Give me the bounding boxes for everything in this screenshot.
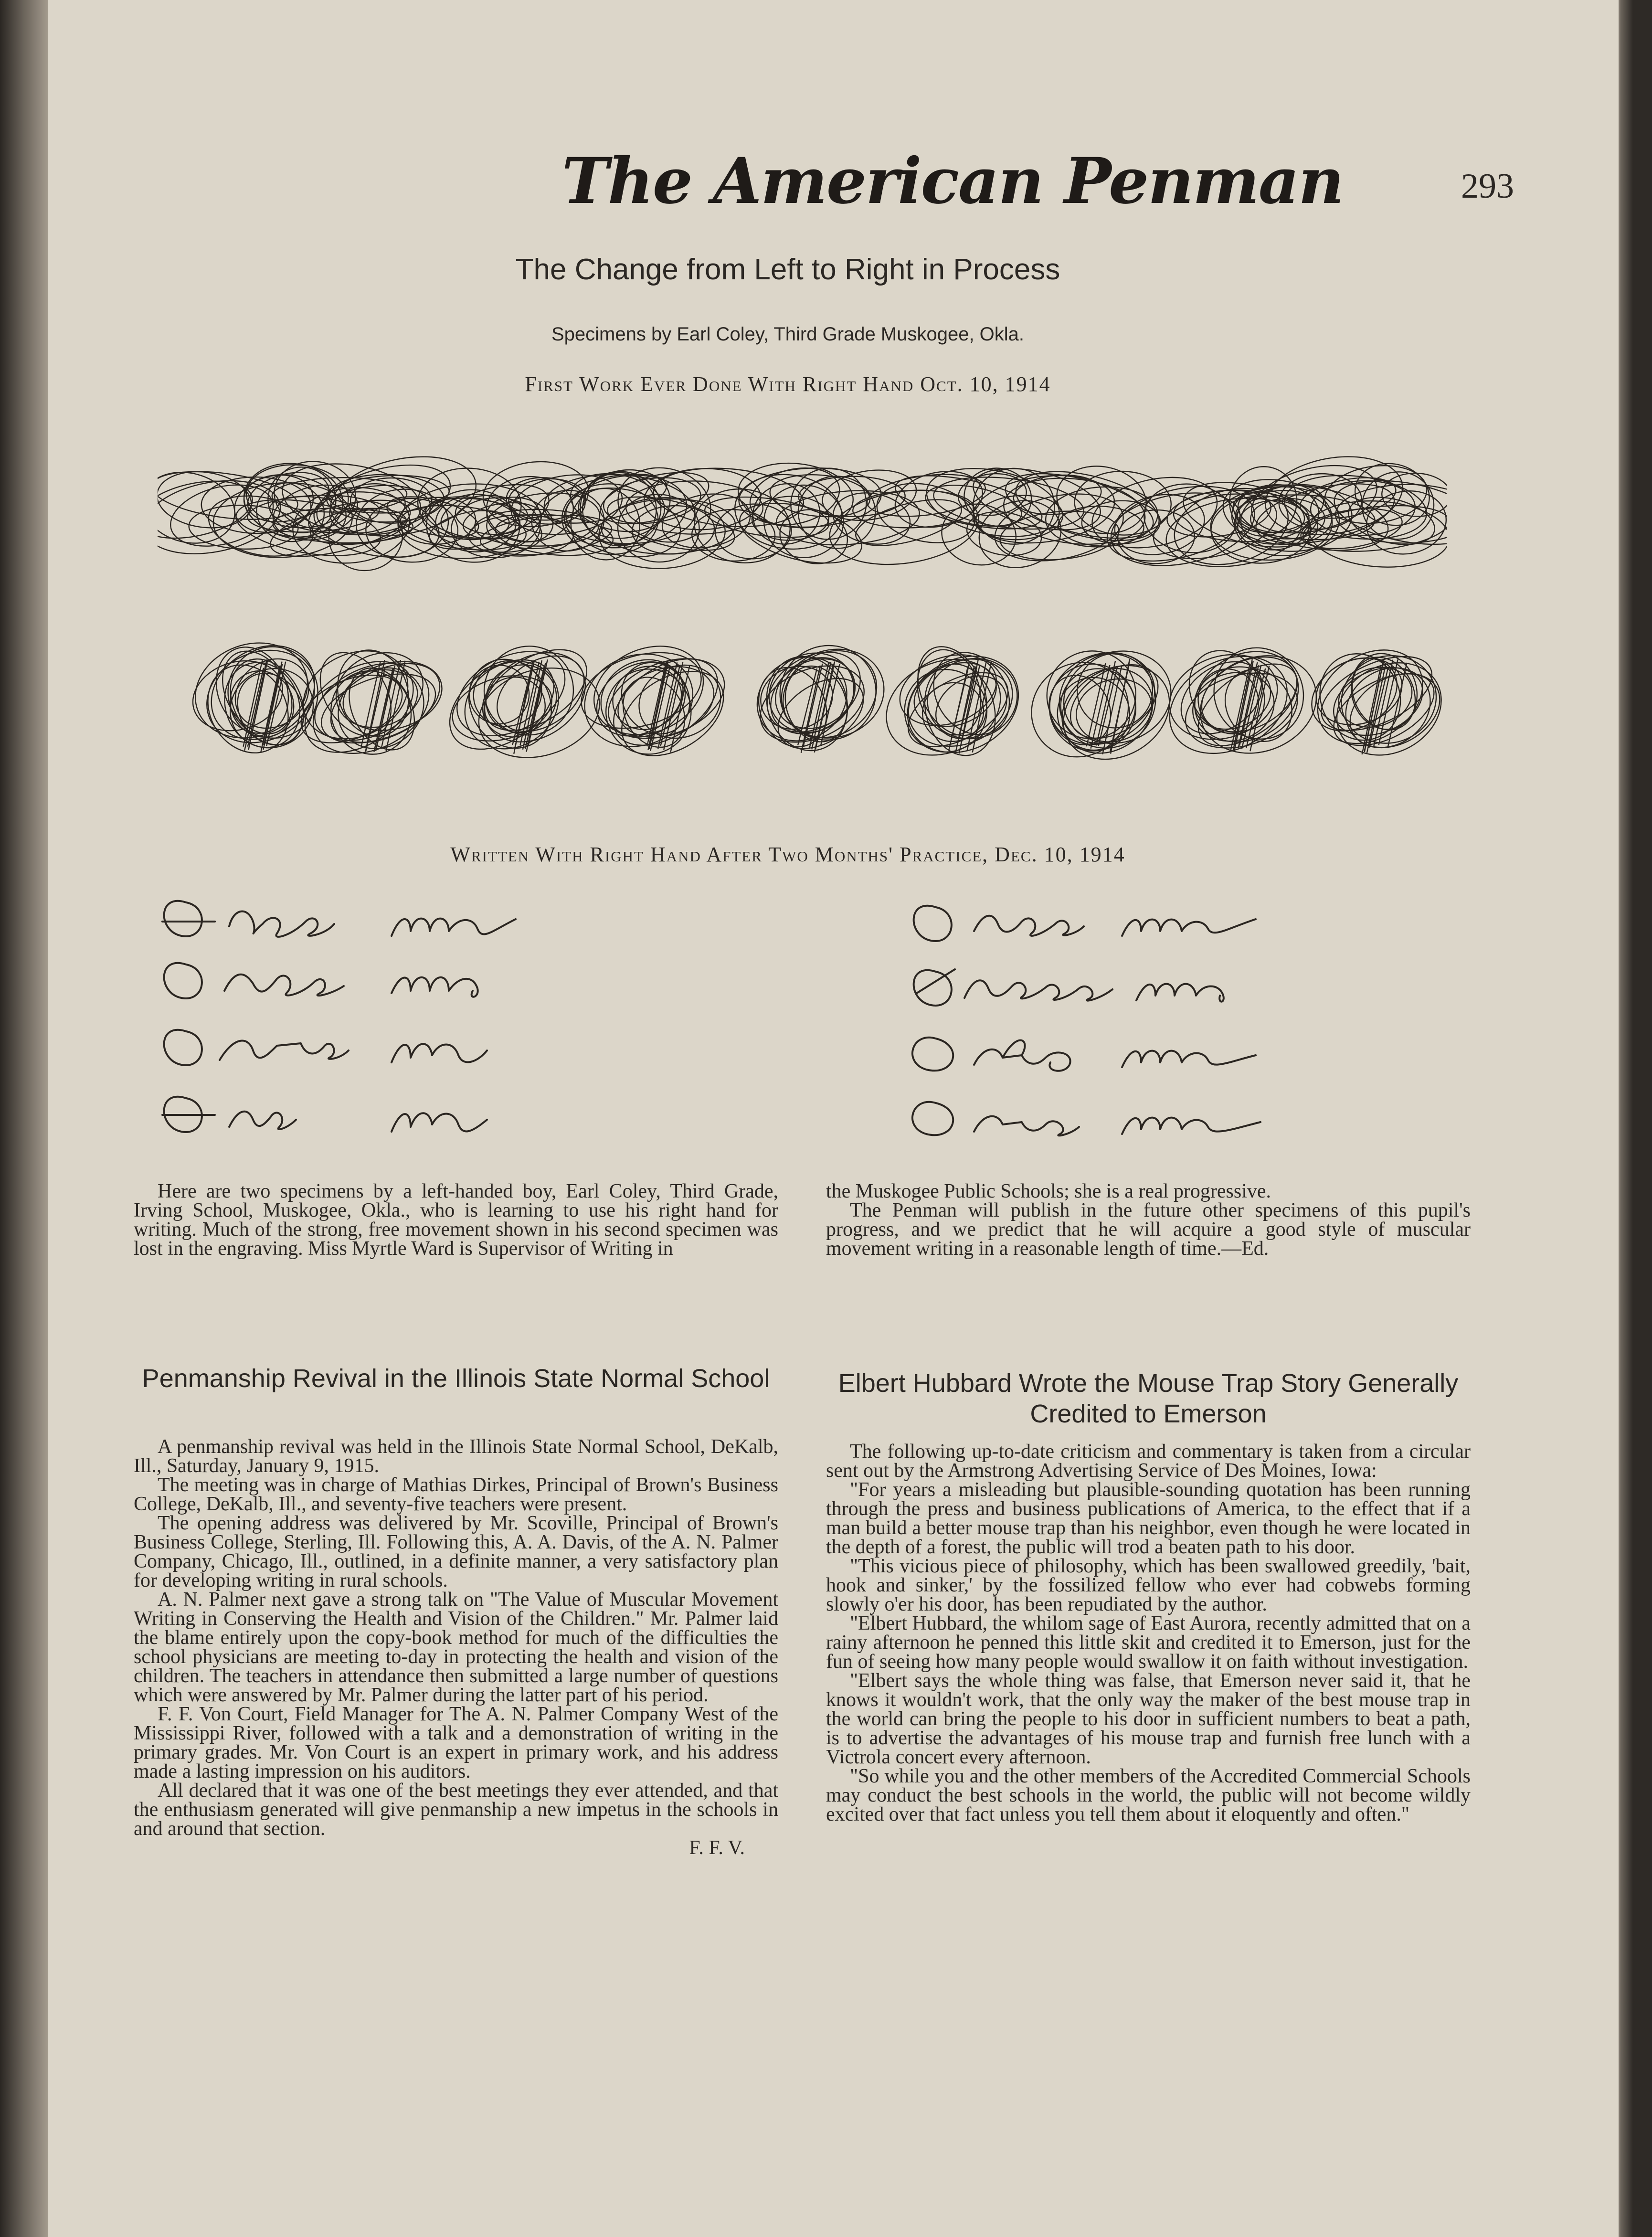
first-specimen-caption: First Work Ever Done With Right Hand Oct. 10, 1914 [525, 372, 1051, 396]
article-paragraph: "Elbert Hubbard, the whilom sage of East Aurora, recently admitted that on a rainy afternoon he penned this little skit and credited it to Emerson, just for the fun of seeing how many people would swallow it on faith without investigation. [826, 1612, 1471, 1673]
scribble-downstroke [649, 660, 668, 749]
article-paragraph: The opening address was delivered by Mr. Scoville, Principal of Brown's Business College, Sterling, Ill. Following this, A. A. Davis, of the A. N. Palmer Company, Chicago, Ill., outlined, in a definite manner, a very satisfactory plan for developing writing in rural schools. [134, 1512, 778, 1591]
illinois-article-heading: Penmanship Revival in the Illinois State Normal School [142, 1364, 770, 1393]
handwriting-left-column [162, 901, 516, 1132]
article-paragraph: "So while you and the other members of the Accredited Commercial Schools may conduct the best schools in the world, the public will not become wildly excited over that fact unless you tell them about it eloquently and often." [826, 1765, 1471, 1825]
intro-left-column [134, 1182, 778, 1258]
scribble-oval [871, 475, 980, 551]
intro-right-column [826, 1182, 1471, 1258]
page-number: 293 [1461, 167, 1514, 206]
hubbard-article-heading: Elbert Hubbard Wrote the Mouse Trap Story Generally Credited to Emerson [838, 1369, 1459, 1428]
handwriting-drawing [143, 874, 1432, 1160]
first-specimen-scribbles [158, 420, 1447, 802]
article-signoff: F. F. V. [689, 1837, 745, 1859]
intro-editor-note: The Penman will publish in the future other specimens of this pupil's progress, and we predict that he will acquire a good style of muscular movement writing in a reasonable length of time.—Ed. [826, 1199, 1471, 1260]
article-paragraph: The meeting was in charge of Mathias Dirkes, Principal of Brown's Business College, DeKalb, Ill., and seventy-five teachers were present. [134, 1474, 778, 1515]
scribble-downstroke [266, 662, 286, 746]
scribble-downstroke [812, 662, 831, 749]
intro-paragraph: Here are two specimens by a left-handed boy, Earl Coley, Third Grade, Irving School, Muskogee, Okla., who is learning to use his right hand for writing. Much of the strong, free movement shown in his second specimen was lost in the engraving. Miss Myrtle Ward is Supervisor of Writing in [134, 1180, 778, 1260]
masthead-logo: The American Penman [561, 144, 1344, 218]
scribble-oval [448, 644, 575, 766]
article-title: The Change from Left to Right in Process [515, 253, 1060, 286]
article-paragraph: A penmanship revival was held in the Illinois State Normal School, DeKalb, Ill., Saturday, January 9, 1915. [134, 1436, 778, 1477]
second-specimen-caption: Written With Right Hand After Two Months' Practice, Dec. 10, 1914 [450, 843, 1125, 866]
article-paragraph: A. N. Palmer next gave a strong talk on "The Value of Muscular Movement Writing in Conserving the Health and Vision of the Children." Mr. Palmer laid the blame entirely upon the copy-book method for much of the difficulties the school physicians are meeting to-day in protecting the health and vision of the children. The teachers in attendance then submitted a large number of questions which were answered by Mr. Palmer during the latter part of his period. [134, 1589, 778, 1706]
scribble-oval [1177, 471, 1324, 558]
book-gutter [0, 0, 48, 2237]
scribble-drawing [158, 420, 1447, 802]
scribble-oval [1330, 643, 1447, 756]
specimens-credit: Specimens by Earl Coley, Third Grade Muskogee, Okla. [551, 324, 1025, 345]
article-paragraph: "This vicious piece of philosophy, which has been swallowed greedily, 'bait, hook and sinker,' by the fossilized fellow who ever had cobwebs forming slowly o'er his door, has been repudiated by the author. [826, 1555, 1471, 1615]
second-specimen-handwriting [143, 874, 1432, 1160]
article-paragraph: "Elbert says the whole thing was false, that Emerson never said it, that he knows it wouldn't work, that the only way the maker of the best mouse trap in the world can bring the people to his door in sufficient numbers to beat a path, is to advertise the advantages of his mouse trap and furnish free lunch with a Victrola concert every afternoon. [826, 1670, 1471, 1768]
scribble-strokes [158, 445, 1447, 778]
hubbard-article-body [826, 1442, 1471, 1824]
scribble-oval [1101, 482, 1247, 572]
illinois-article-body [134, 1437, 778, 1857]
scribble-oval [904, 636, 1000, 747]
handwriting-right-column [912, 906, 1260, 1135]
intro-continuation: the Muskogee Public Schools; she is a real progressive. [826, 1180, 1271, 1202]
article-paragraph: F. F. Von Court, Field Manager for The A. N. Palmer Company West of the Mississippi River, followed with a talk and a demonstration of writing in the primary grades. Mr. Von Court is an expert in primary work, and his address made a lasting impression on his auditors. [134, 1703, 778, 1782]
article-paragraph: All declared that it was one of the best meetings they ever attended, and that the enthusiasm generated will give penmanship a new impetus in the schools in and around that section. [134, 1780, 778, 1840]
article-paragraph: "For years a misleading but plausible-sounding quotation has been running through the press and business publications of America, to the effect that if a man build a better mouse trap than his neighbor, even though he were located in the depth of a forest, the public will trod a beaten path to his door. [826, 1479, 1471, 1558]
article-paragraph: The following up-to-date criticism and commentary is taken from a circular sent out by the Armstrong Advertising Service of Des Moines, Iowa: [826, 1441, 1471, 1482]
scribble-oval [212, 651, 312, 759]
scribble-oval [1051, 459, 1152, 541]
